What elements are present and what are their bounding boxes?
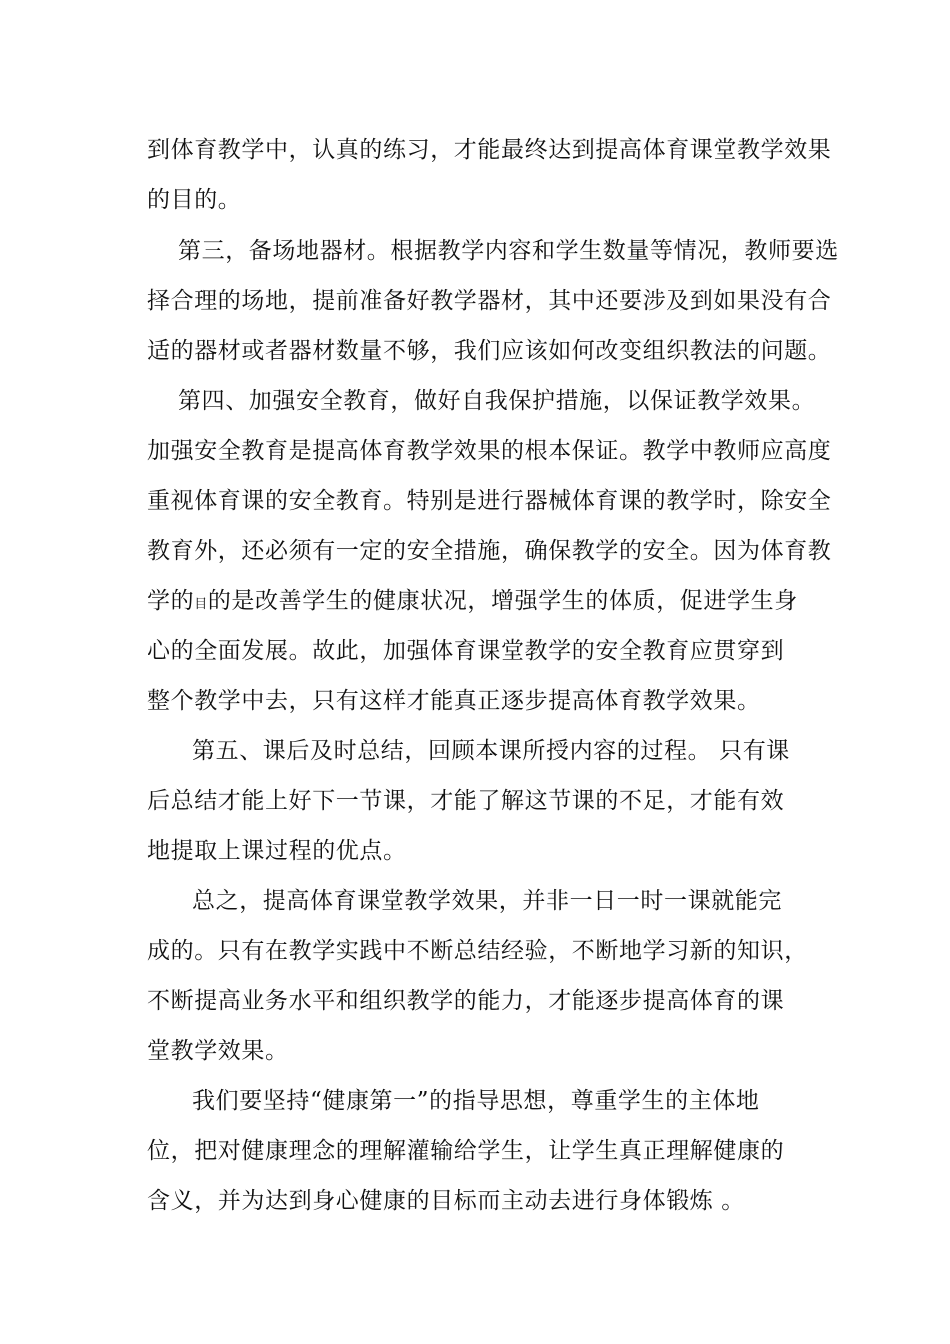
paragraph-start-line: 第五、课后及时总结，回顾本课所授内容的过程。 只有课 bbox=[192, 738, 790, 764]
text-line: 到体育教学中，认真的练习，才能最终达到提高体育课堂教学效果 bbox=[147, 137, 832, 163]
text-line: 后总结才能上好下一节课，才能了解这节课的不足，才能有效 bbox=[147, 788, 785, 814]
text-line: 心的全面发展。故此，加强体育课堂教学的安全教育应贯穿到 bbox=[147, 638, 785, 664]
text-line: 的目的。 bbox=[147, 187, 242, 213]
text-line: 地提取上课过程的优点。 bbox=[147, 838, 407, 864]
text-line: 择合理的场地，提前准备好教学器材，其中还要涉及到如果没有合 bbox=[147, 288, 832, 314]
paragraph-start-line: 第四、加强安全教育，做好自我保护措施，以保证教学效果。 bbox=[178, 388, 816, 414]
text-line: 教育外，还必须有一定的安全措施，确保教学的安全。因为体育教 bbox=[147, 538, 832, 564]
text-line: 重视体育课的安全教育。特别是进行器械体育课的教学时，除安全 bbox=[147, 488, 832, 514]
text-line: 整个教学中去，只有这样才能真正逐步提高体育教学效果。 bbox=[147, 688, 761, 714]
text-line bbox=[147, 586, 798, 620]
text-line: 含义，并为达到身心健康的目标而主动去进行身体锻炼 。 bbox=[147, 1188, 745, 1214]
text-line: 位，把对健康理念的理解灌输给学生，让学生真正理解健康的 bbox=[147, 1138, 785, 1164]
text-fragment: 学的 bbox=[147, 588, 195, 614]
text-line: 成的。只有在教学实践中不断总结经验，不断地学习新的知识， bbox=[147, 938, 808, 964]
text-fragment: 的是改善学生的健康状况，增强学生的体质，促进学生身 bbox=[207, 588, 798, 614]
text-line: 堂教学效果。 bbox=[147, 1038, 289, 1064]
text-line: 适的器材或者器材数量不够，我们应该如何改变组织教法的问题。 bbox=[147, 338, 832, 364]
paragraph-start-line: 第三，备场地器材。根据教学内容和学生数量等情况，教师要选 bbox=[178, 238, 839, 264]
paragraph-start-line: 我们要坚持“健康第一”的指导思想，尊重学生的主体地 bbox=[192, 1088, 760, 1114]
text-line: 不断提高业务水平和组织教学的能力，才能逐步提高体育的课 bbox=[147, 988, 785, 1014]
text-line: 加强安全教育是提高体育教学效果的根本保证。教学中教师应高度 bbox=[147, 438, 832, 464]
small-glyph: 目 bbox=[194, 597, 208, 612]
paragraph-start-line: 总之，提高体育课堂教学效果，并非一日一时一课就能完 bbox=[192, 888, 782, 914]
